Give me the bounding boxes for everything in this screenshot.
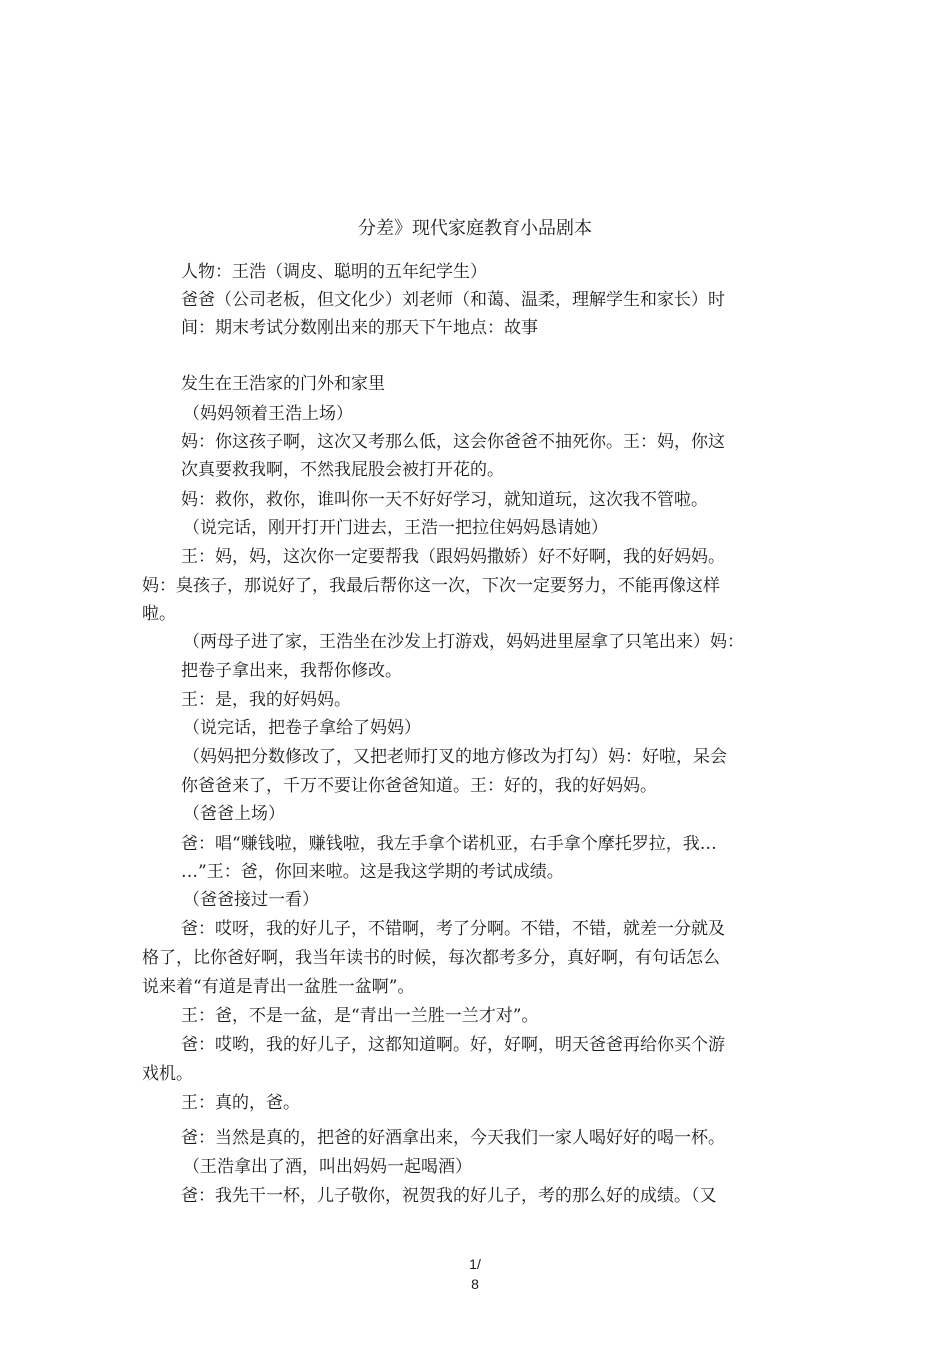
stage-direction: （两母子进了家，王浩坐在沙发上打游戏，妈妈进里屋拿了只笔出来）妈： [183, 632, 744, 652]
page-number-bottom: 8 [471, 1276, 479, 1292]
text-line: 说来着“有道是青出一盆胜一盆啊”。 [142, 977, 415, 997]
stage-direction: （说完话，刚开打开门进去，王浩一把拉住妈妈恳请她） [183, 518, 608, 538]
text-line: 爸：我先干一杯，儿子敬你，祝贺我的好儿子，考的那么好的成绩。（又 [181, 1186, 717, 1206]
text-line: 妈：救你，救你，谁叫你一天不好好学习，就知道玩，这次我不管啦。 [181, 490, 708, 510]
text-line: 人物：王浩（调皮、聪明的五年纪学生） [181, 262, 487, 282]
stage-direction: （爸爸上场） [183, 804, 285, 824]
page-number-top: 1/ [469, 1256, 481, 1272]
stage-direction: （妈妈把分数修改了，又把老师打叉的地方修改为打勾）妈：好啦，呆会 [183, 747, 727, 767]
text-line: 格了，比你爸好啊，我当年读书的时候，每次都考多分，真好啊，有句话怎么 [142, 948, 720, 968]
text-line: 王：爸，不是一盆，是“青出一兰胜一兰才对”。 [181, 1006, 539, 1026]
text-line: 间：期末考试分数刚出来的那天下午地点：故事 [181, 318, 538, 338]
text-line: 妈：你这孩子啊，这次又考那么低，这会你爸爸不抽死你。王：妈，你这 [181, 432, 725, 452]
text-line: 次真要救我啊，不然我屁股会被打开花的。 [181, 460, 504, 480]
text-line: 爸：当然是真的，把爸的好酒拿出来，今天我们一家人喝好好的喝一杯。 [181, 1128, 725, 1148]
text-line: 发生在王浩家的门外和家里 [181, 374, 385, 394]
document-title: 分差》现代家庭教育小品剧本 [358, 218, 592, 239]
text-line: …”王：爸，你回来啦。这是我这学期的考试成绩。 [181, 862, 564, 882]
text-line: 爸：唱“赚钱啦，赚钱啦，我左手拿个诺机亚，右手拿个摩托罗拉，我… [181, 834, 717, 854]
text-line: 王：真的，爸。 [181, 1093, 300, 1113]
text-line: 戏机。 [142, 1064, 193, 1084]
text-line: 啦。 [142, 604, 176, 624]
text-line: 爸爸（公司老板，但文化少）刘老师（和蔼、温柔，理解学生和家长）时 [181, 290, 725, 310]
text-line: 爸：哎呀，我的好儿子，不错啊，考了分啊。不错，不错，就差一分就及 [181, 919, 725, 939]
text-line: 王：是，我的好妈妈。 [181, 690, 351, 710]
text-line: 妈：臭孩子，那说好了，我最后帮你这一次，下次一定要努力，不能再像这样 [142, 576, 720, 596]
stage-direction: （王浩拿出了酒，叫出妈妈一起喝酒） [183, 1157, 472, 1177]
text-line: 把卷子拿出来，我帮你修改。 [181, 661, 402, 681]
stage-direction: （爸爸接过一看） [183, 890, 319, 910]
text-line: 爸：哎哟，我的好儿子，这都知道啊。好，好啊，明天爸爸再给你买个游 [181, 1035, 725, 1055]
text-line: 你爸爸来了，千万不要让你爸爸知道。王：好的，我的好妈妈。 [181, 776, 657, 796]
stage-direction: （说完话，把卷子拿给了妈妈） [183, 718, 421, 738]
text-line: 王：妈，妈，这次你一定要帮我（跟妈妈撒娇）好不好啊，我的好妈妈。 [181, 547, 725, 567]
stage-direction: （妈妈领着王浩上场） [183, 404, 353, 424]
